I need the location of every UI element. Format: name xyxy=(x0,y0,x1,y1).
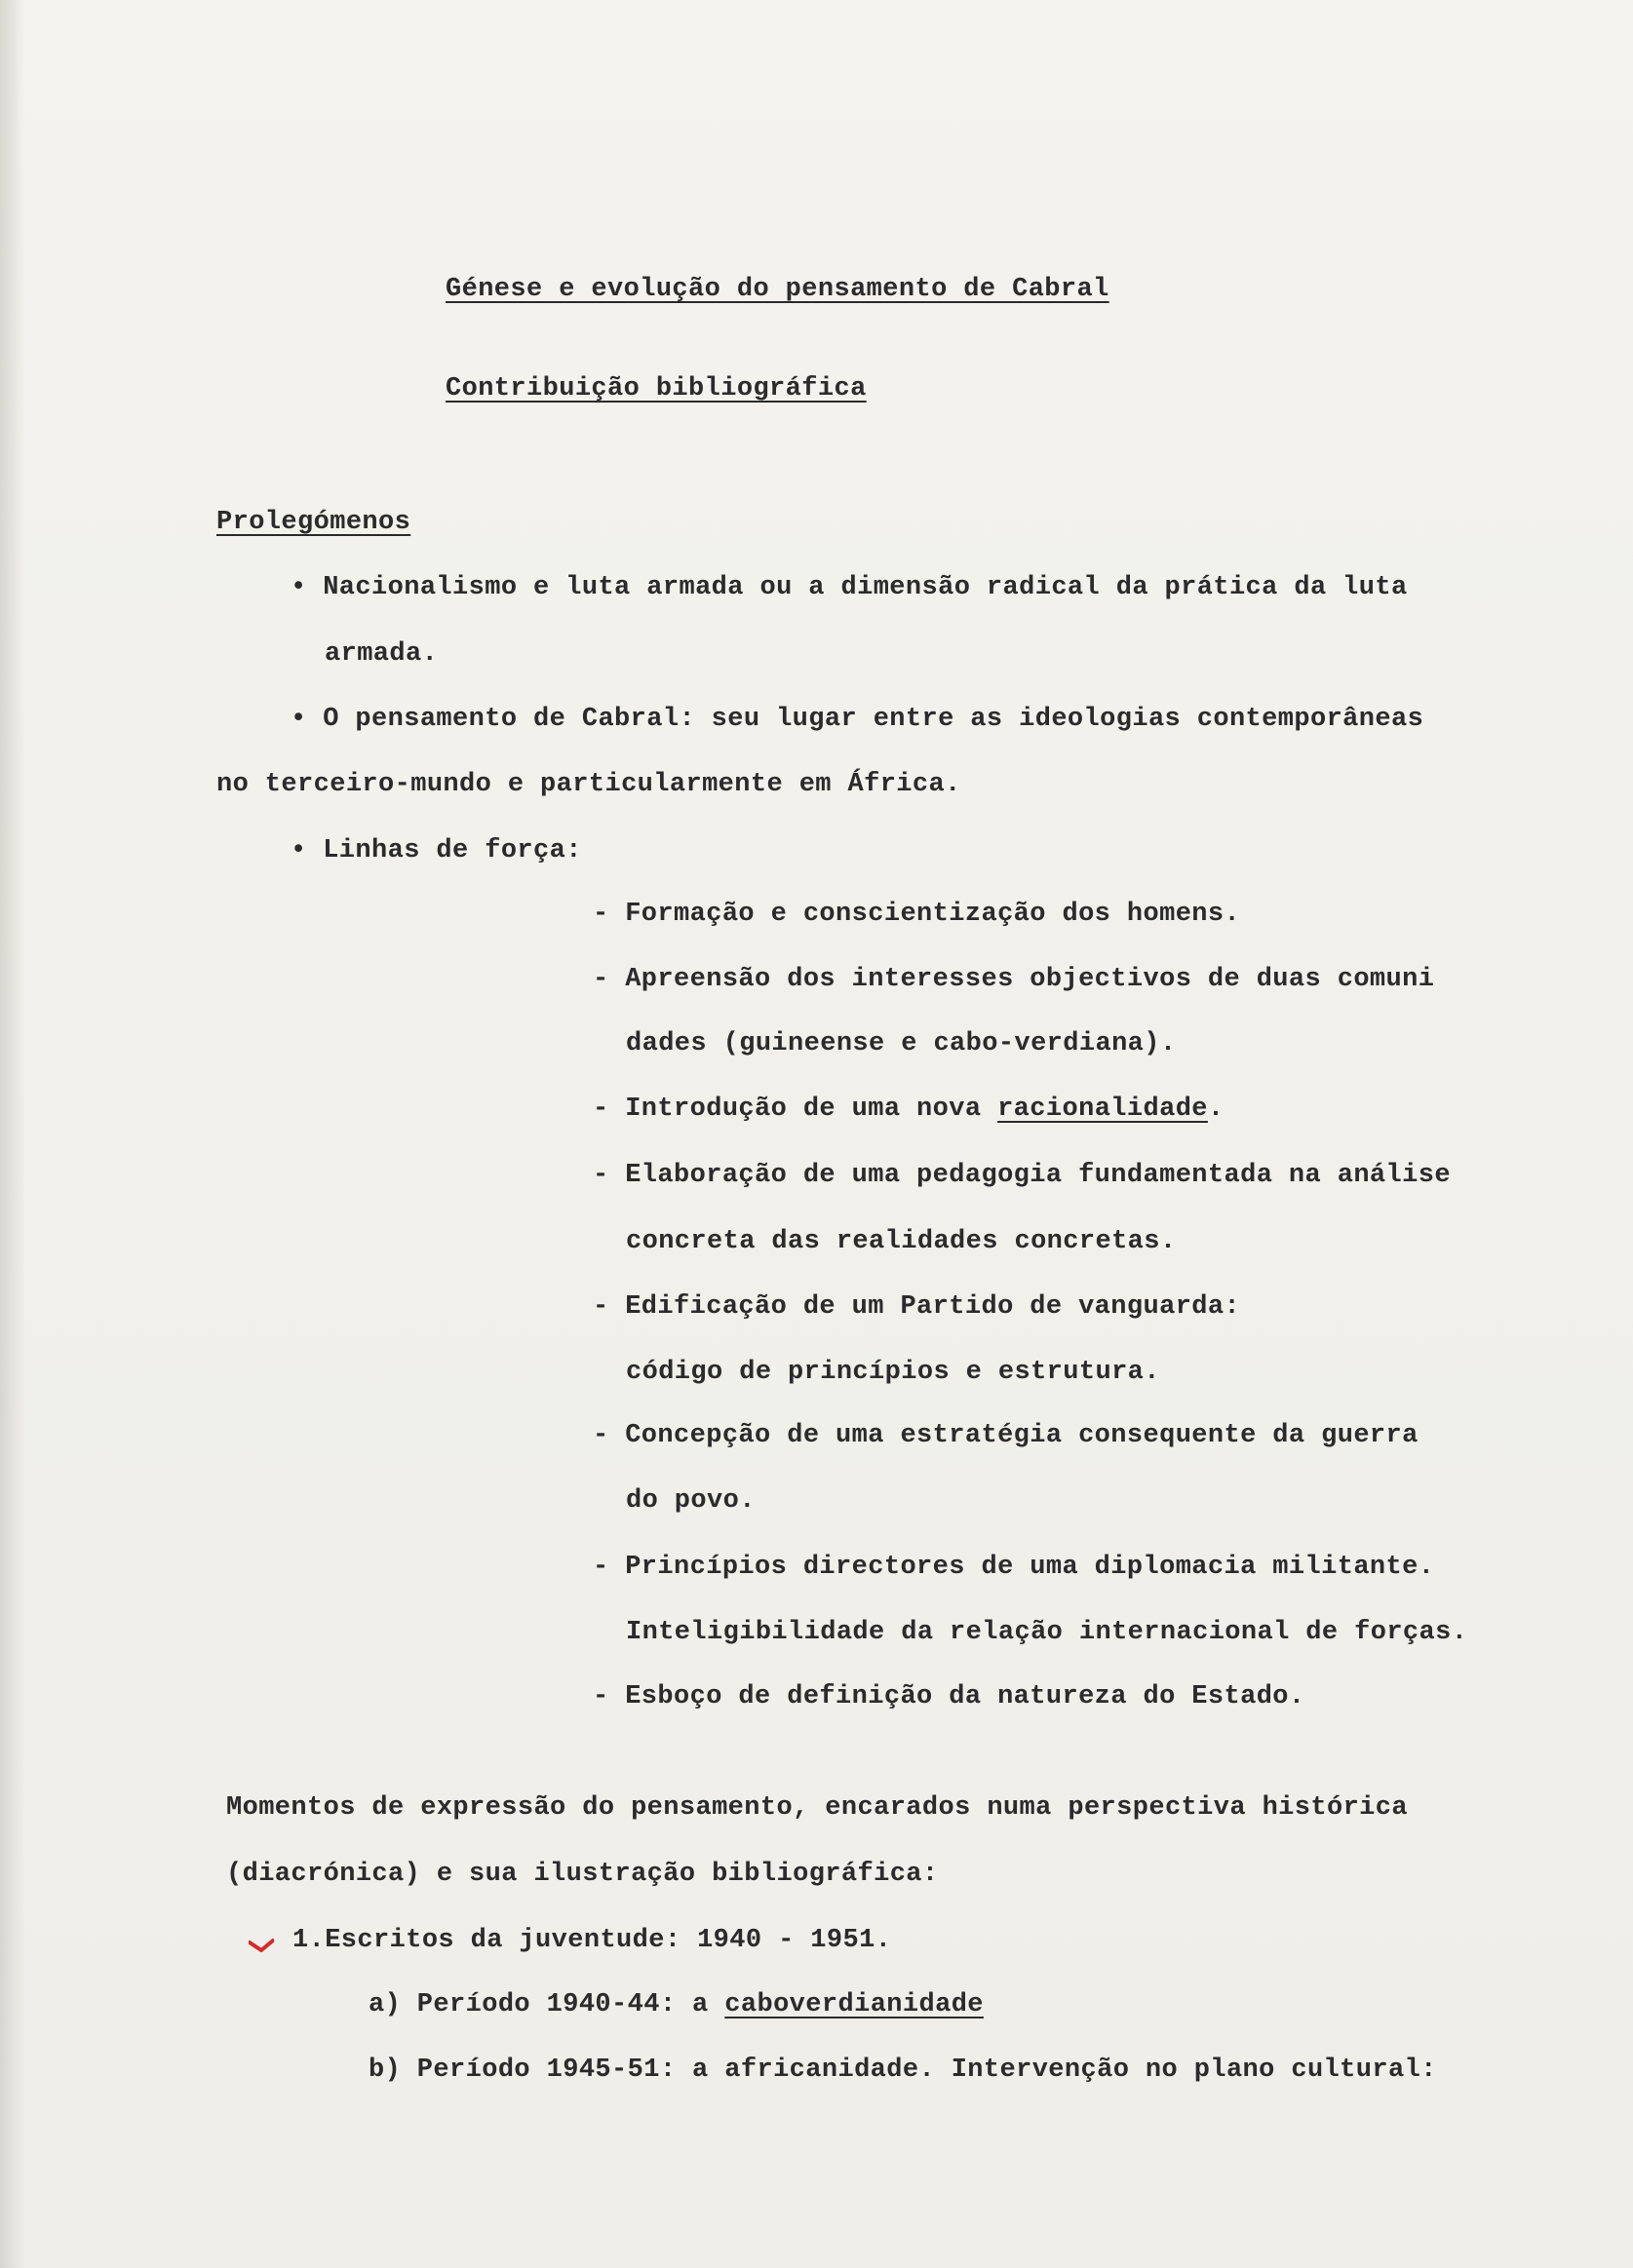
force-line-item: - Introdução de uma nova racionalidade. xyxy=(593,1095,1225,1124)
underlined-word: caboverdianidade xyxy=(724,1990,984,2019)
bullet-line: • Linhas de força: xyxy=(291,836,582,865)
red-check-mark-icon xyxy=(249,1939,274,1952)
list-item: b) Período 1945-51: a africanidade. Intervenção no plano cultural: xyxy=(369,2056,1437,2085)
list-item: a) Período 1940-44: a caboverdianidade xyxy=(369,1990,984,2019)
moments-paragraph-line: (diacrónica) e sua ilustração bibliográfica: xyxy=(226,1860,939,1889)
document-subtitle: Contribuição bibliográfica xyxy=(446,374,867,404)
force-line-item: concreta das realidades concretas. xyxy=(626,1227,1177,1256)
force-line-item: código de princípios e estrutura. xyxy=(626,1358,1160,1387)
force-line-item: - Concepção de uma estratégia consequente da guerra xyxy=(593,1421,1419,1450)
force-line-item: - Formação e conscientização dos homens. xyxy=(593,900,1241,929)
force-line-item: - Princípios directores de uma diplomacia militante. xyxy=(593,1553,1435,1582)
force-line-item: dades (guineense e cabo-verdiana). xyxy=(626,1029,1177,1058)
list-item: 1.Escritos da juventude: 1940 - 1951. xyxy=(292,1926,892,1955)
force-line-item: - Edificação de um Partido de vanguarda: xyxy=(593,1292,1241,1322)
bullet-line: • Nacionalismo e luta armada ou a dimensão radical da prática da luta xyxy=(291,573,1408,602)
force-line-item: Inteligibilidade da relação internacional de forças. xyxy=(626,1618,1468,1647)
bullet-line: armada. xyxy=(325,639,439,669)
force-line-item: - Esboço de definição da natureza do Estado. xyxy=(593,1682,1305,1711)
bullet-line: • O pensamento de Cabral: seu lugar entre as ideologias contemporâneas xyxy=(291,705,1424,734)
moments-paragraph-line: Momentos de expressão do pensamento, encarados numa perspectiva histórica xyxy=(226,1793,1408,1823)
section-heading-prolegomenos: Prolegómenos xyxy=(216,508,411,537)
force-line-item: - Elaboração de uma pedagogia fundamentada na análise xyxy=(593,1161,1451,1190)
force-line-item: - Apreensão dos interesses objectivos de duas comuni xyxy=(593,965,1435,994)
document-title: Génese e evolução do pensamento de Cabral xyxy=(446,275,1109,304)
force-line-item: do povo. xyxy=(626,1486,756,1516)
bullet-line: no terceiro-mundo e particularmente em África. xyxy=(216,770,961,799)
underlined-word: racionalidade xyxy=(997,1095,1208,1124)
